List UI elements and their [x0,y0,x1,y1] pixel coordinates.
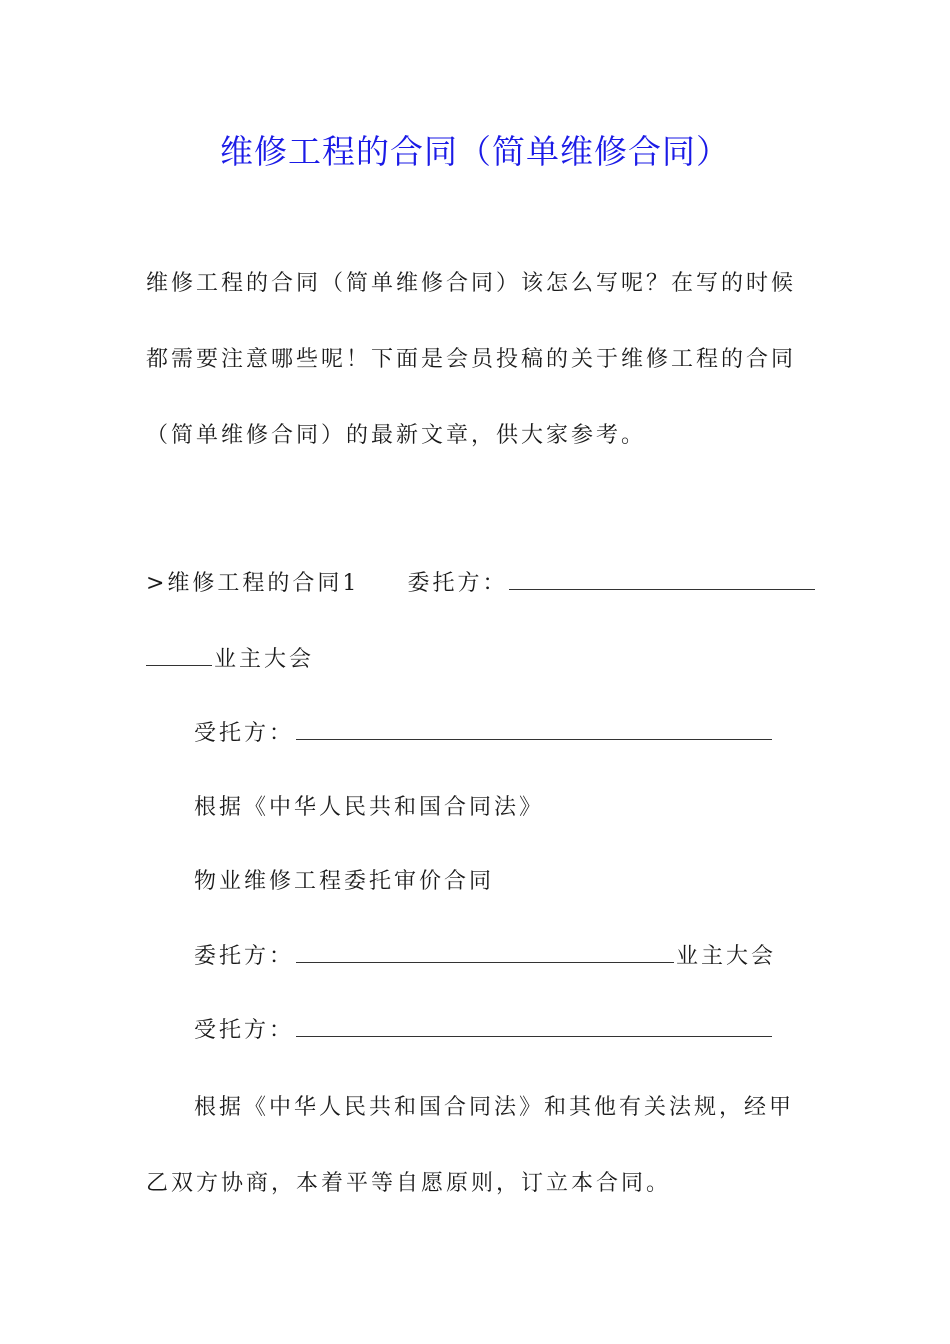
law-basis-text: 根据《中华人民共和国合同法》 [194,795,545,820]
entrusting-party-line-2 [194,937,776,977]
owners-assembly-text: 业主大会 [214,647,315,672]
entrusted-party-blank [296,717,772,740]
entrusted-party-label: 受托方： [194,721,295,746]
entrusting-party-label-2: 委托方： [194,944,295,969]
contract-name-line [194,862,494,902]
intro-paragraph: 维修工程的合同（简单维修合同）该怎么写呢？在写的时候都需要注意哪些呢！下面是会员投稿的关于维修工程的合同（简单维修合同）的最新文章，供大家参考。 [146,271,797,448]
section-1-heading: >维修工程的合同1 [146,571,360,596]
entrusting-party-blank-2 [296,940,674,963]
document-title: 维修工程的合同（简单维修合同） [220,132,730,171]
law-basis-paragraph: 根据《中华人民共和国合同法》和其他有关法规，经甲乙双方协商，本着平等自愿原则，订立本合同。 [146,1095,795,1196]
contract-name-text: 物业维修工程委托审价合同 [194,869,495,894]
entrusted-party-label-2: 受托方： [194,1018,295,1043]
entrusted-party-blank-2 [296,1014,772,1037]
law-basis-line [194,788,544,828]
owners-assembly-line [146,640,314,680]
entrusted-party-line-1 [194,714,774,754]
entrusting-party-blank-continued [146,643,212,666]
entrusting-party-blank [509,567,815,590]
entrusted-party-line-2 [194,1011,774,1051]
owners-assembly-text-2: 业主大会 [676,944,777,969]
entrusting-party-label: 委托方： [407,571,508,596]
section-1-line [146,564,817,604]
